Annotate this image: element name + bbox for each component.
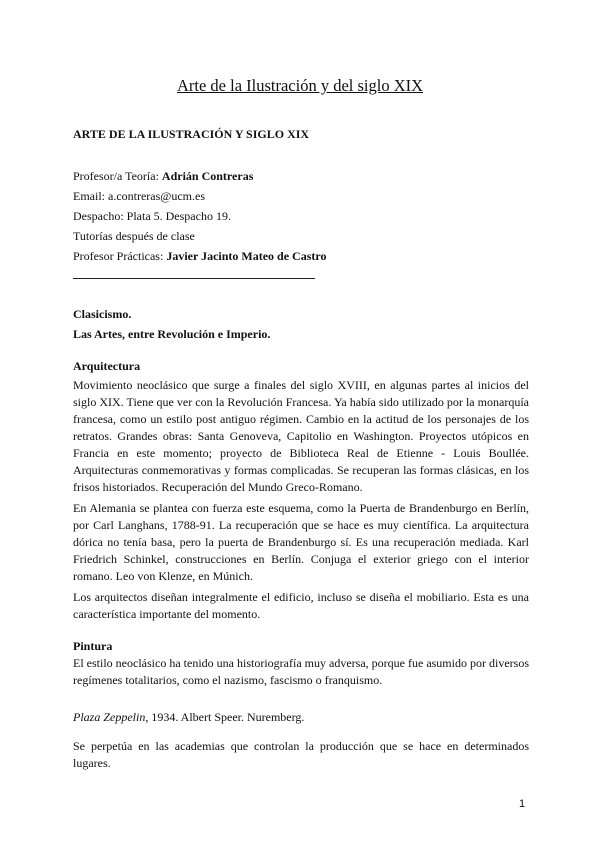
document-title: Arte de la Ilustración y del siglo XIX — [176, 76, 424, 95]
plaza-line: Plaza Zeppelin, 1934. Albert Speer. Nuremberg. — [73, 710, 305, 724]
painting-paragraph-1: El estilo neoclásico ha tenido una historiografía muy adversa, porque fue asumido por diversos regímenes totalitarios, como el nazismo, fascismo o franquismo. — [73, 656, 529, 687]
section-subtitle: Las Artes, entre Revolución e Imperio. — [73, 327, 271, 341]
tutoring-line: Tutorías después de clase — [73, 229, 195, 243]
email-line: Email: a.contreras@ucm.es — [73, 189, 205, 203]
practice-line: Profesor Prácticas: Javier Jacinto Mateo de Castro — [73, 249, 327, 263]
painting-section — [73, 638, 529, 772]
architecture-section — [73, 358, 529, 623]
painting-heading: Pintura — [73, 639, 113, 653]
office-line: Despacho: Plata 5. Despacho 19. — [73, 209, 231, 223]
professor-name: Adrián Contreras — [161, 169, 254, 183]
plaza-title: Plaza Zeppelin — [73, 710, 146, 724]
divider — [73, 278, 315, 279]
section-title: Clasicismo. — [73, 307, 132, 321]
professor-line: Profesor/a Teoría: Adrián Contreras — [73, 169, 254, 183]
architecture-heading: Arquitectura — [73, 359, 141, 373]
painting-paragraph-2: Se perpetúa en las academias que controlan la producción que se hace en determinados lugares. — [73, 739, 529, 770]
architecture-paragraph-3: Los arquitectos diseñan integralmente el edificio, incluso se diseña el mobiliario. Esta es una característica importante del momento. — [73, 590, 529, 621]
divider-wrap — [73, 278, 529, 279]
page-number: 1 — [519, 798, 526, 810]
section-heading — [73, 304, 529, 344]
practice-name: Javier Jacinto Mateo de Castro — [166, 249, 327, 263]
architecture-paragraph-1: Movimiento neoclásico que surge a finales del siglo XVIII, en algunas partes al inicios del siglo XIX. Tiene que ver con la Revolución Francesa. Ya había sido utilizado por la monarquía francesa, como un estilo post antiguo régimen. Cambio en la actitud de los personajes de los retratos. Grandes obras: Santa Genoveva, Capitolio en Washington. Proyectos utópicos en Francia en este momento; proyecto de Biblioteca Real de Etienne - Louis Boullée. Arquitecturas conmemorativas y formas complicadas. Se recuperan las formas clásicas, en los frisos historiados. Recuperación del Mundo Greco-Romano. — [73, 378, 529, 494]
architecture-paragraph-2: En Alemania se plantea con fuerza este esquema, como la Puerta de Brandenburgo en Berlín, por Carl Langhans, 1788-91. La recuperación que se hace es muy científica. La arquitectura dórica no tenía basa, pero la puerta de Brandenburgo sí. Es una recuperación mediada. Karl Friedrich Schinkel, construcciones en Berlín. Conjuga el exterior griego con el interior romano. Leo von Klenze, en Múnich. — [73, 501, 529, 583]
subtitle: ARTE DE LA ILUSTRACIÓN Y SIGLO XIX — [73, 127, 310, 141]
staff-info — [73, 166, 529, 266]
